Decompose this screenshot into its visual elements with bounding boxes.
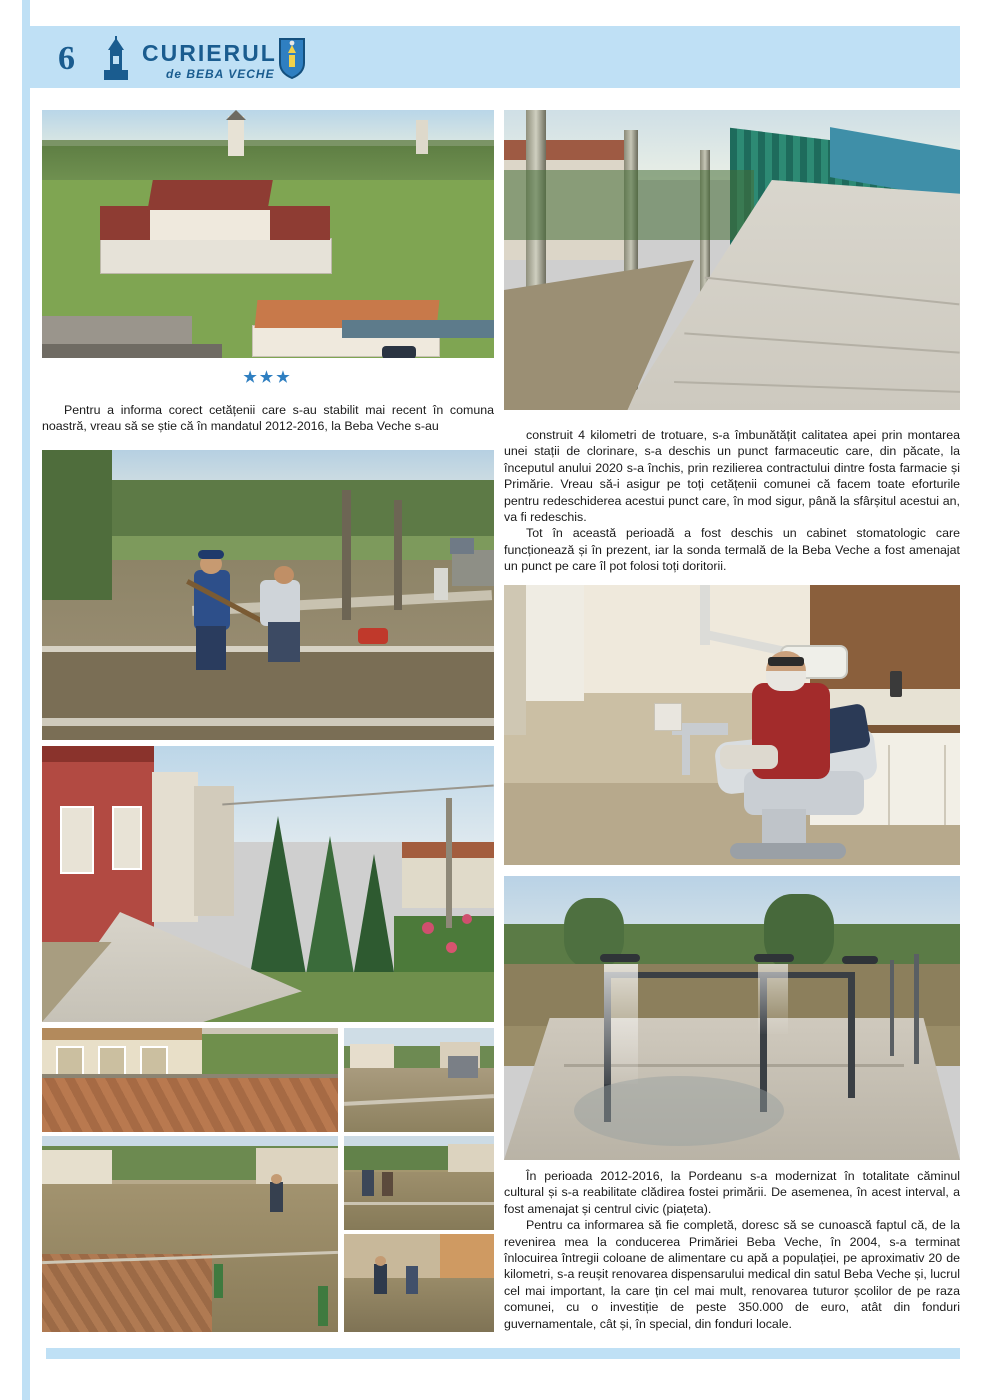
photo-dental-office xyxy=(504,585,960,865)
left-margin xyxy=(0,0,22,1400)
photo-aerial-village-buildings xyxy=(42,110,494,358)
left-accent-bar xyxy=(22,0,30,1400)
right-column-text-bottom xyxy=(504,1168,960,1332)
photo-street-with-conifers xyxy=(42,746,494,1022)
right-paragraph-1: construit 4 kilometri de trotuare, s-a îmbunătățit calitatea apei prin montarea unei stații de clorinare, s-a deschis un punct farmaceutic care, din păcate, la începutul anului 2020 s-a închis, prin rezilierea contractului dintre fosta farmacie și Primărie. Vreau să-i asigur pe toți cetățenii comunei că facem toate eforturile pentru redeschiderea acestui punct care, în mod sigur, până la sfârșitul acestui an, va fi redeschis. xyxy=(504,428,960,525)
right-paragraph-3: În perioada 2012-2016, la Pordeanu s-a modernizat în totalitate căminul cultural și s-a reabilitate clădirea fostei primării. De asemenea, în acest interval, a fost amenajat și centrul civic (piațeta). xyxy=(504,1169,960,1216)
photo-paving-thumb-3 xyxy=(42,1136,338,1332)
page-number: 6 xyxy=(58,40,75,77)
coat-of-arms-icon xyxy=(278,37,306,79)
right-paragraph-4: Pentru ca informarea să fie completă, doresc să se cunoască faptul că, de la revenirea mea la conducerea Primăriei Beba Veche, în 2004, s-a terminat înlocuirea întregii coloane de alimentare cu apă a populației, pe aproximativ 20 de kilometri, s-a reușit renovarea dispensarului medical din satul Beba Veche și, lucrul cel mai important, la care țin cel mai mult, renovarea tuturor școlilor de pe raza comunei, cu o investiție de peste 350.000 de euro, atât din fonduri guvernamentale, cât și, în special, din fonduri locale. xyxy=(504,1218,960,1331)
section-separator-stars: ★★★ xyxy=(243,369,293,386)
right-paragraph-2: Tot în această perioadă a fost deschis un cabinet stomatologic care funcționează și în prezent, iar la sonda termală de la Beba Veche a fost amenajat un punct pe care îl pot folosi toți doritorii. xyxy=(504,526,960,574)
left-paragraph-1: Pentru a informa corect cetățenii care s-au stabilit mai recent în comuna noastră, vreau să se știe că în mandatul 2012-2016, la Beba Veche s-au xyxy=(42,403,494,434)
photo-paving-thumb-4 xyxy=(344,1136,494,1230)
photo-sidewalk-green-fence xyxy=(504,110,960,410)
masthead-title: CURIERUL xyxy=(142,40,277,66)
footer-accent-bar xyxy=(46,1348,960,1359)
church-tower-icon xyxy=(96,36,136,82)
left-column-text xyxy=(42,402,494,435)
photo-paving-thumb-1 xyxy=(42,1028,338,1132)
photo-thermal-water-showers xyxy=(504,876,960,1160)
masthead-subtitle: de BEBA VECHE xyxy=(166,67,275,81)
right-column-text-top xyxy=(504,427,960,575)
photo-workers-laying-sidewalk xyxy=(42,450,494,740)
photo-paving-thumb-2 xyxy=(344,1028,494,1132)
page-header xyxy=(30,26,960,88)
photo-paving-thumb-5 xyxy=(344,1234,494,1332)
